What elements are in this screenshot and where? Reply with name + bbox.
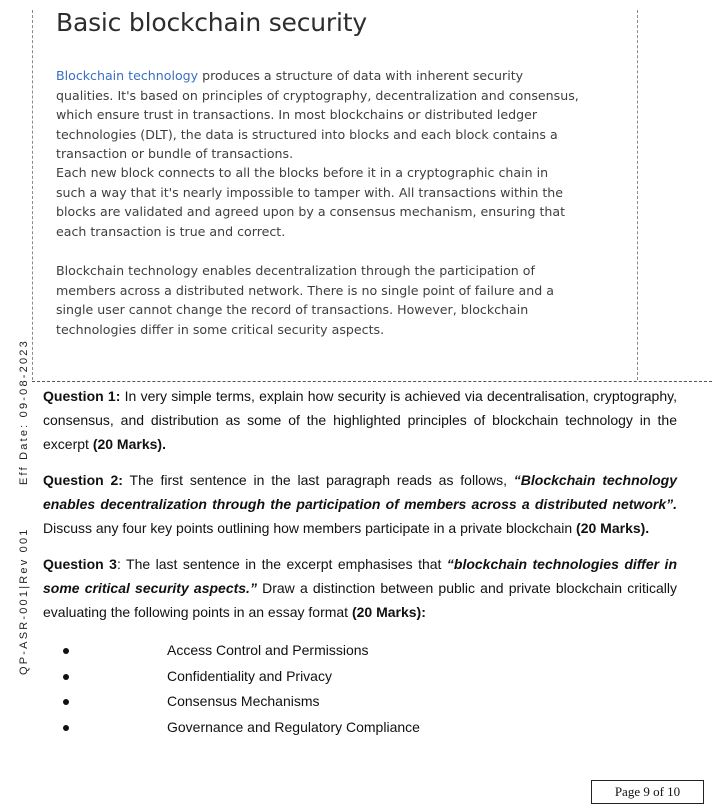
effective-date-label: Eff Date: 09-08-2023 — [18, 339, 30, 485]
list-item — [60, 664, 560, 690]
bullet-icon — [63, 674, 69, 680]
document-reference-label: QP-ASR-001|Rev 001 — [18, 527, 30, 675]
excerpt-paragraph-2: Each new block connects to all the blocks before it in a cryptographic chain in such a way that it's nearly impossible to tamper with. All transactions within the blocks are validated and agreed upon by a consensus mechanism, ensuring that each transaction is true and correct. — [56, 165, 566, 239]
excerpt-frame-bottom — [32, 381, 712, 382]
excerpt-paragraph-1-text: produces a structure of data with inherent security qualities. It's based on principles of cryptography, decentralization and consensus, which ensure trust in transactions. In most blockchains or distributed ledger technologies (DLT), the data is structured into blocks and each block contains a transaction or bundle of transactions. — [56, 68, 579, 161]
question-2-label: Question 2: — [43, 472, 123, 488]
question-1-marks: (20 Marks). — [92, 436, 166, 452]
list-item-text: Consensus Mechanisms — [167, 693, 320, 709]
question-3-marks: (20 Marks): — [351, 604, 426, 620]
question-3-text-a: : The last sentence in the excerpt emphasises that — [116, 556, 447, 572]
evaluation-points-list — [60, 638, 560, 740]
bullet-icon — [63, 699, 69, 705]
question-3-label: Question 3 — [43, 556, 117, 572]
excerpt-frame-right — [637, 10, 638, 380]
blockchain-technology-link[interactable]: Blockchain technology — [56, 68, 199, 83]
list-item-text: Access Control and Permissions — [167, 642, 369, 658]
list-item — [60, 638, 560, 664]
list-item — [60, 689, 560, 715]
bullet-icon — [63, 725, 69, 731]
question-2-marks: (20 Marks). — [576, 520, 650, 536]
list-item-text: Confidentiality and Privacy — [167, 667, 332, 684]
question-3 — [43, 552, 677, 624]
excerpt-paragraph-1 — [56, 66, 581, 164]
question-2-text-a: The first sentence in the last paragraph reads as follows, — [122, 472, 514, 488]
question-3-quote: “blockchain technologies differ in some critical security aspects.” — [43, 556, 677, 596]
list-item-text: Governance and Regulatory Compliance — [167, 718, 420, 735]
question-1 — [43, 384, 677, 456]
page-number: Page 9 of 10 — [591, 780, 704, 804]
question-1-label: Question 1: — [43, 388, 121, 404]
excerpt-title: Basic blockchain security — [56, 8, 367, 37]
bullet-icon — [63, 648, 69, 654]
list-item — [60, 715, 560, 741]
question-3-text-b: Draw a distinction between public and private blockchain critically evaluating the following points in an essay format — [43, 580, 677, 620]
question-1-text: In very simple terms, explain how security is achieved via decentralisation, cryptography, consensus, and distribution as some of the highlighted principles of blockchain technology in the excerpt — [43, 388, 677, 452]
question-2-quote: “Blockchain technology enables decentralization through the participation of members across a distributed network”. — [43, 472, 677, 512]
excerpt-paragraph-3: Blockchain technology enables decentralization through the participation of members across a distributed network. There is no single point of failure and a single user cannot change the record of transactions. However, blockchain technologies differ in some critical security aspects. — [56, 263, 554, 337]
question-2 — [43, 468, 677, 540]
excerpt — [56, 0, 581, 337]
question-2-text-b: Discuss any four key points outlining how members participate in a private blockchain — [43, 520, 577, 536]
